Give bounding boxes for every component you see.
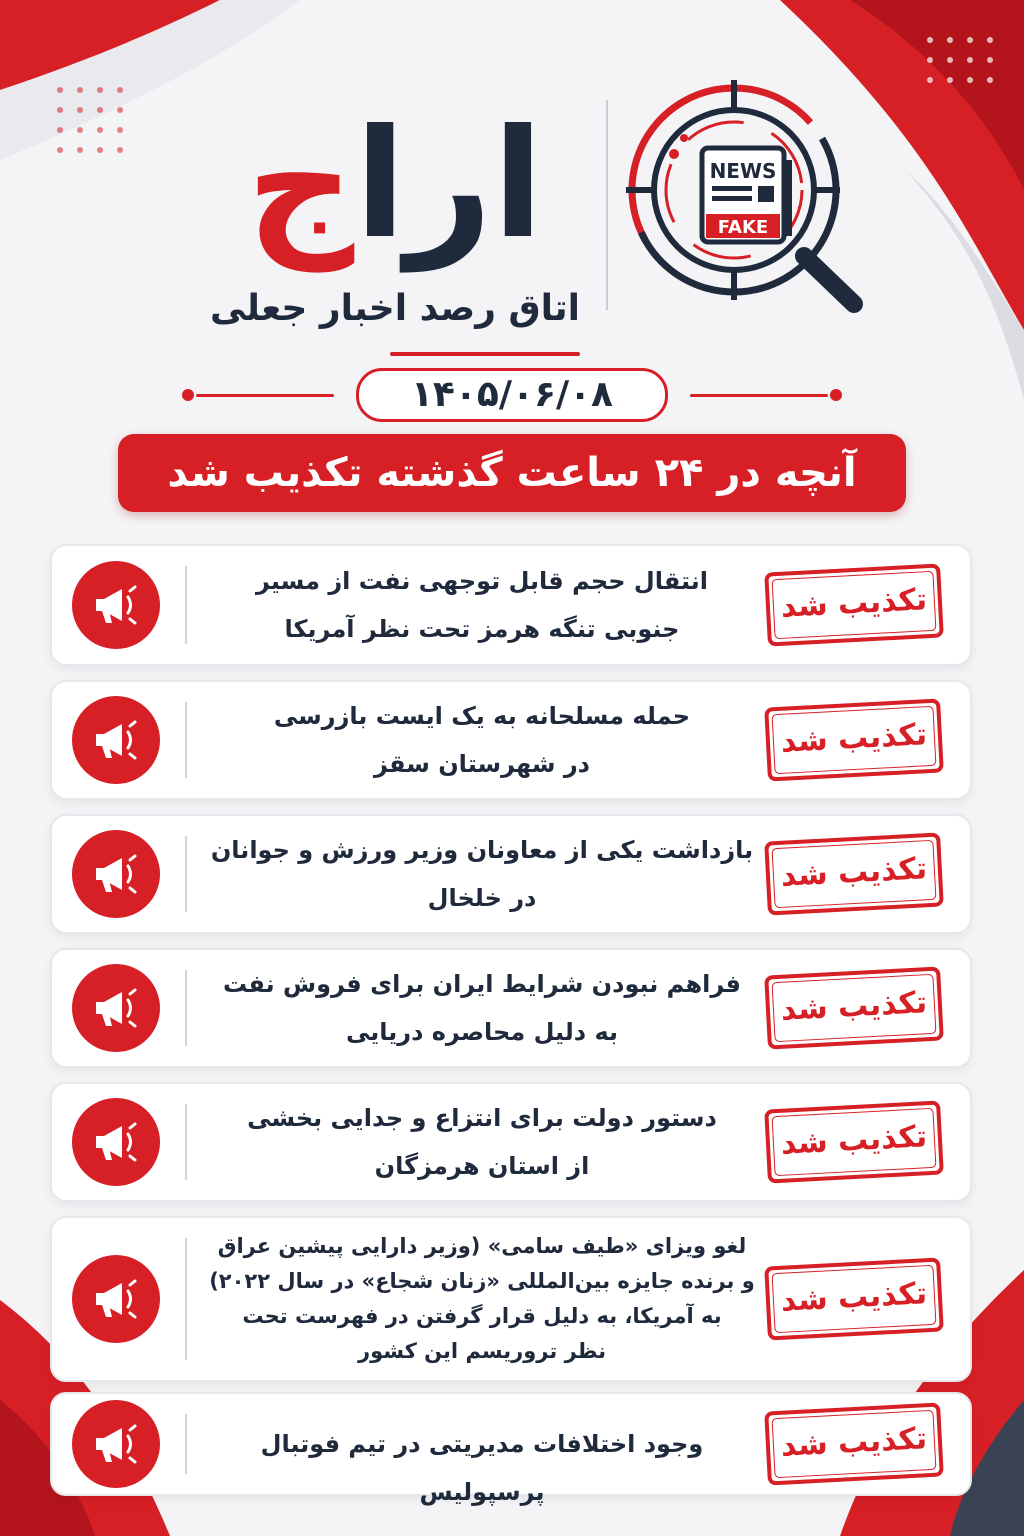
card-icon-circle bbox=[72, 1255, 160, 1343]
date-line-left bbox=[196, 394, 334, 397]
brand-name-dark: ارا bbox=[354, 98, 544, 272]
debunk-card bbox=[50, 680, 972, 800]
card-text bbox=[202, 1094, 762, 1190]
debunk-card bbox=[50, 544, 972, 666]
card-icon-circle bbox=[72, 1098, 160, 1186]
debunk-card bbox=[50, 1082, 972, 1202]
debunked-stamp: تکذیب شد bbox=[764, 563, 944, 646]
card-divider bbox=[185, 1104, 187, 1180]
megaphone-icon bbox=[88, 1271, 144, 1327]
card-divider bbox=[185, 836, 187, 912]
card-text-line: به دلیل محاصره دریایی bbox=[345, 1018, 619, 1046]
headline-banner: آنچه در ۲۴ ساعت گذشته تکذیب شد bbox=[118, 434, 906, 512]
card-text-line: فراهم نبودن شرایط ایران برای فروش نفت bbox=[222, 970, 741, 998]
brand-block bbox=[200, 90, 590, 350]
debunked-stamp: تکذیب شد bbox=[764, 698, 944, 781]
debunked-stamp: تکذیب شد bbox=[764, 1257, 944, 1340]
debunk-card bbox=[50, 1392, 972, 1506]
brand-name-red: ج bbox=[246, 98, 355, 272]
card-icon-circle bbox=[72, 830, 160, 918]
card-divider bbox=[185, 566, 187, 644]
brand-subtitle: اتاق رصد اخبار جعلی bbox=[209, 288, 581, 329]
debunked-stamp: تکذیب شد bbox=[764, 1100, 944, 1183]
card-text-line: وجود اختلافات مدیریتی در تیم فوتبال پرسپولیس bbox=[260, 1430, 704, 1506]
card-text-line: به آمریکا، به دلیل قرار گرفتن در فهرست تحت bbox=[242, 1304, 722, 1328]
card-text-line: انتقال حجم قابل توجهی نفت از مسیر bbox=[255, 567, 709, 595]
card-text-line: و برنده جایزه بین‌المللی «زنان شجاع» در سال ۲۰۲۲) bbox=[209, 1269, 755, 1293]
card-text-line: لغو ویزای «طیف سامی» (وزیر دارایی پیشین عراق bbox=[217, 1234, 747, 1258]
card-text-line: در خلخال bbox=[427, 884, 537, 912]
card-text bbox=[202, 960, 762, 1056]
card-text-line: در شهرستان سقز bbox=[374, 750, 590, 778]
date-line-right bbox=[690, 394, 828, 397]
card-text bbox=[202, 1420, 762, 1516]
card-divider bbox=[185, 702, 187, 778]
debunk-card bbox=[50, 814, 972, 934]
date-row bbox=[0, 368, 1024, 422]
card-divider bbox=[185, 1238, 187, 1360]
megaphone-icon bbox=[88, 1114, 144, 1170]
card-text-line: نظر تروریسم این کشور bbox=[358, 1339, 606, 1363]
date-dot-right bbox=[830, 389, 842, 401]
newspaper-icon bbox=[702, 148, 792, 242]
megaphone-icon bbox=[88, 577, 144, 633]
card-icon-circle bbox=[72, 696, 160, 784]
card-text bbox=[202, 1229, 762, 1369]
card-text-line: بازداشت یکی از معاونان وزیر ورزش و جوانان bbox=[210, 836, 754, 864]
logo-fake-label: FAKE bbox=[717, 217, 769, 238]
megaphone-icon bbox=[88, 1416, 144, 1472]
card-text-line: حمله مسلحانه به یک ایست بازرسی bbox=[273, 702, 691, 730]
card-icon-circle bbox=[72, 561, 160, 649]
brand-name bbox=[200, 90, 590, 280]
debunked-stamp: تکذیب شد bbox=[764, 832, 944, 915]
logo-news-label: NEWS bbox=[709, 159, 777, 183]
debunked-stamp: تکذیب شد bbox=[764, 1402, 944, 1485]
date-dot-left bbox=[182, 389, 194, 401]
header bbox=[0, 70, 1024, 350]
magnifier-icon bbox=[622, 78, 872, 318]
card-text bbox=[202, 692, 762, 788]
header-divider bbox=[606, 100, 608, 310]
debunked-stamp: تکذیب شد bbox=[764, 966, 944, 1049]
brand-underline bbox=[390, 352, 580, 356]
card-divider bbox=[185, 970, 187, 1046]
megaphone-icon bbox=[88, 980, 144, 1036]
card-text-line: جنوبی تنگه هرمز تحت نظر آمریکا bbox=[284, 615, 680, 643]
megaphone-icon bbox=[88, 846, 144, 902]
card-text bbox=[202, 557, 762, 653]
card-text-line: دستور دولت برای انتزاع و جدایی بخشی bbox=[247, 1104, 717, 1132]
card-text bbox=[202, 826, 762, 922]
date-badge: ۱۴۰۵/۰۶/۰۸ bbox=[356, 368, 668, 422]
card-divider bbox=[185, 1414, 187, 1474]
card-text-line: از استان هرمزگان bbox=[374, 1152, 590, 1180]
debunk-card bbox=[50, 948, 972, 1068]
megaphone-icon bbox=[88, 712, 144, 768]
card-icon-circle bbox=[72, 1400, 160, 1488]
card-icon-circle bbox=[72, 964, 160, 1052]
debunk-card bbox=[50, 1216, 972, 1382]
